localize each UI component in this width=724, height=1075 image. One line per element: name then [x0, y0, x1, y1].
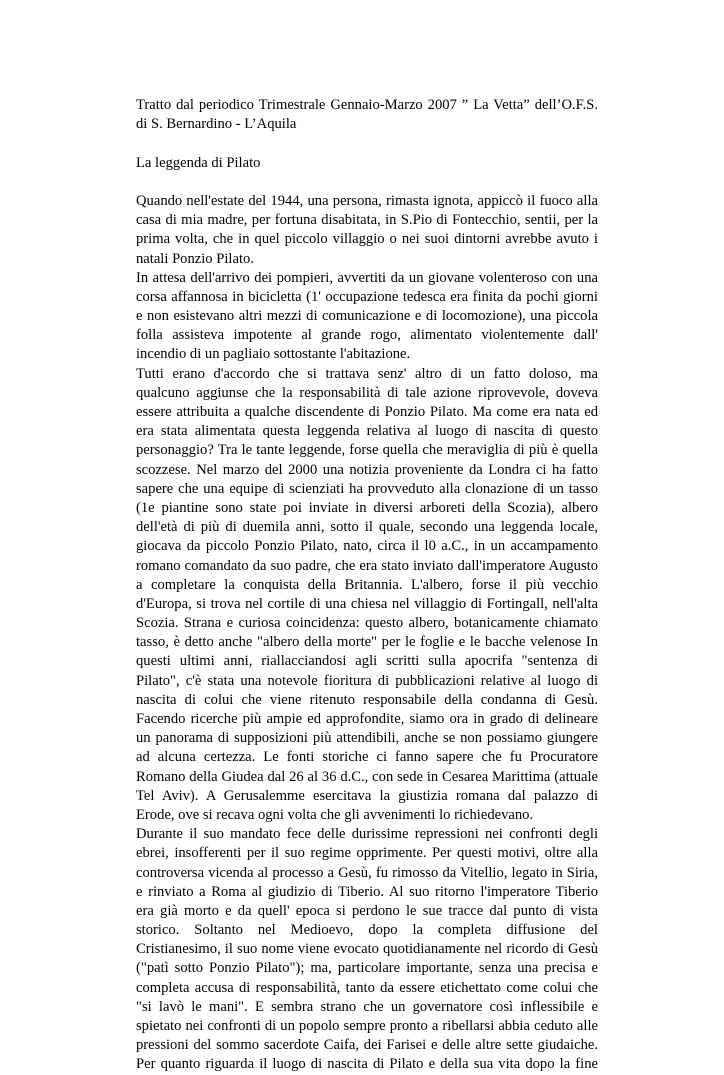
text-line: Per quanto riguarda il luogo di nascita di Pilato e della sua vita dopo la fine [136, 1056, 598, 1073]
document-body [136, 96, 598, 1075]
text-line: controversa vicenda al processo a Gesù, fu rimosso da Vitellio, legato in Siria, [136, 864, 598, 881]
text-line: Erode, ove si recava ogni volta che gli avvenimenti lo richiedevano. [136, 806, 534, 823]
text-line: questi ultimi anni, riallacciandosi agli scritti sulla apocrifa "sentenza di [136, 653, 598, 670]
text-line: Scozia. Strana e curiosa coincidenza: questo albero, botanicamente chiamato [136, 615, 598, 632]
paragraph [136, 192, 598, 269]
paragraph [136, 269, 598, 365]
text-line: romano comandato da suo padre, che era stato inviato dall'imperatore Augusto [136, 557, 598, 574]
text-line: scozzese. Nel marzo del 2000 una notizia proveniente da Londra ci ha fatto [136, 461, 598, 478]
text-line: Durante il suo mandato fece delle durissime repressioni nei confronti degli [136, 826, 598, 843]
text-line: essere attribuita a qualche discendente di Ponzio Pilato. Ma come era nata ed [136, 404, 598, 420]
text-line: a completare la conquista della Britannia. L'albero, forse il più vecchio [136, 576, 598, 593]
text-line: pressioni del sommo sacerdote Caifa, dei Farisei e delle altre sette giudaiche. [136, 1037, 598, 1054]
text-line: d'Europa, si trova nel cortile di una chiesa nel villaggio di Fortingall, nell'alta [136, 595, 598, 612]
text-line: Tutti erano d'accordo che si trattava senz' altro di un fatto doloso, ma [136, 365, 598, 382]
text-line: e rinviato a Roma al giudizio di Tiberio. Al suo ritorno l'imperatore Tiberio [136, 883, 598, 900]
text-line: Romano della Giudea dal 26 al 36 d.C., con sede in Cesarea Marittima (attuale [136, 768, 598, 785]
text-line: nascita di colui che viene ritenuto responsabile della condanna di Gesù. [136, 691, 598, 708]
source-note [136, 96, 598, 134]
text-line: spietato nei confronti di un popolo sempre pronto a ribellarsi abbia ceduto alle [136, 1018, 598, 1034]
text-line: era stata alimentata questa leggenda relativa al luogo di nascita di questo [136, 423, 598, 440]
text-line: Cristianesimo, il suo nome viene evocato quotidianamente nel ricordo di Gesù [136, 941, 598, 958]
text-line: Facendo ricerche più ampie ed approfondite, siamo ora in grado di delineare [136, 711, 598, 727]
paragraph [136, 825, 598, 1074]
text-line: (1e piantine sono state poi inviate in diversi arboreti della Scozia), albero [136, 499, 598, 516]
paragraph [136, 365, 598, 826]
text-line: ("patì sotto Ponzio Pilato"); ma, particolare importante, senza una precisa e [136, 960, 598, 977]
text-line: casa di mia madre, per fortuna disabitata, in S.Pio di Fontecchio, sentii, per la [136, 212, 598, 229]
text-line: tasso, è detto anche "albero della morte" per le foglie e le bacche velenose In [136, 634, 598, 651]
text-line: era già morto e da quell' epoca si perdono le sue tracce dal punto di vista [136, 902, 598, 919]
article-text [136, 192, 598, 1075]
spacer [136, 173, 598, 192]
text-line: corsa affannosa in bicicletta (1' occupazione tedesca era finita da pochi giorni [136, 288, 598, 305]
text-line: un panorama di supposizioni più attendibili, anche se non possiamo giungere [136, 730, 598, 747]
text-line: incendio di un pagliaio sottostante l'abitazione. [136, 346, 411, 363]
text-line: dell'età di più di duemila anni, sotto il quale, secondo una leggenda locale, [136, 519, 598, 536]
text-line: storico. Soltanto nel Medioevo, dopo la completa diffusione del [136, 922, 598, 939]
text-line: ebrei, insofferenti per il suo regime opprimente. Per questi motivi, oltre alla [136, 845, 598, 862]
article-title: La leggenda di Pilato [136, 154, 261, 171]
text-line: e non esistevano altri mezzi di comunicazione e di locomozione), una piccola [136, 308, 598, 325]
text-line: giocava da piccolo Ponzio Pilato, nato, circa il l0 a.C., in un accampamento [136, 538, 598, 555]
text-line: folla assisteva impotente al grande rogo, alimentato violentemente dall' [136, 327, 598, 344]
text-line: completa accusa di responsabilità, tanto da essere etichettato come colui che [136, 979, 598, 996]
source-line: Tratto dal periodico Trimestrale Gennaio-Marzo 2007 ” La Vetta” dell’O.F.S. [136, 97, 598, 113]
text-line: ad alcuna certezza. Le fonti storiche ci fanno sapere che fu Procuratore [136, 749, 598, 766]
text-line: personaggio? Tra le tante leggende, forse quella che meraviglia di più è quella [136, 442, 598, 459]
text-line: prima volta, che in quel piccolo villaggio o nei suoi dintorni avrebbe avuto i [136, 231, 598, 248]
source-line: di S. Bernardino - L’Aquila [136, 116, 297, 133]
text-line: natali Ponzio Pilato. [136, 250, 254, 267]
text-line: In attesa dell'arrivo dei pompieri, avvertiti da un giovane volenteroso con una [136, 269, 598, 286]
text-line: Pilato", c'è stata una notevole fioritura di pubblicazioni relative al luogo di [136, 672, 598, 689]
text-line: "si lavò le mani". E sembra strano che un governatore così inflessibile e [136, 998, 598, 1015]
text-line: Tel Aviv). A Gerusalemme esercitava la giustizia romana dal palazzo di [136, 787, 598, 804]
spacer [136, 134, 598, 153]
text-line: sapere che una equipe di scienziati ha provveduto alla clonazione di un tasso [136, 480, 598, 497]
text-line: Quando nell'estate del 1944, una persona, rimasta ignota, appiccò il fuoco alla [136, 192, 598, 209]
text-line: qualcuno aggiunse che la responsabilità di tale azione riprovevole, doveva [136, 384, 598, 401]
